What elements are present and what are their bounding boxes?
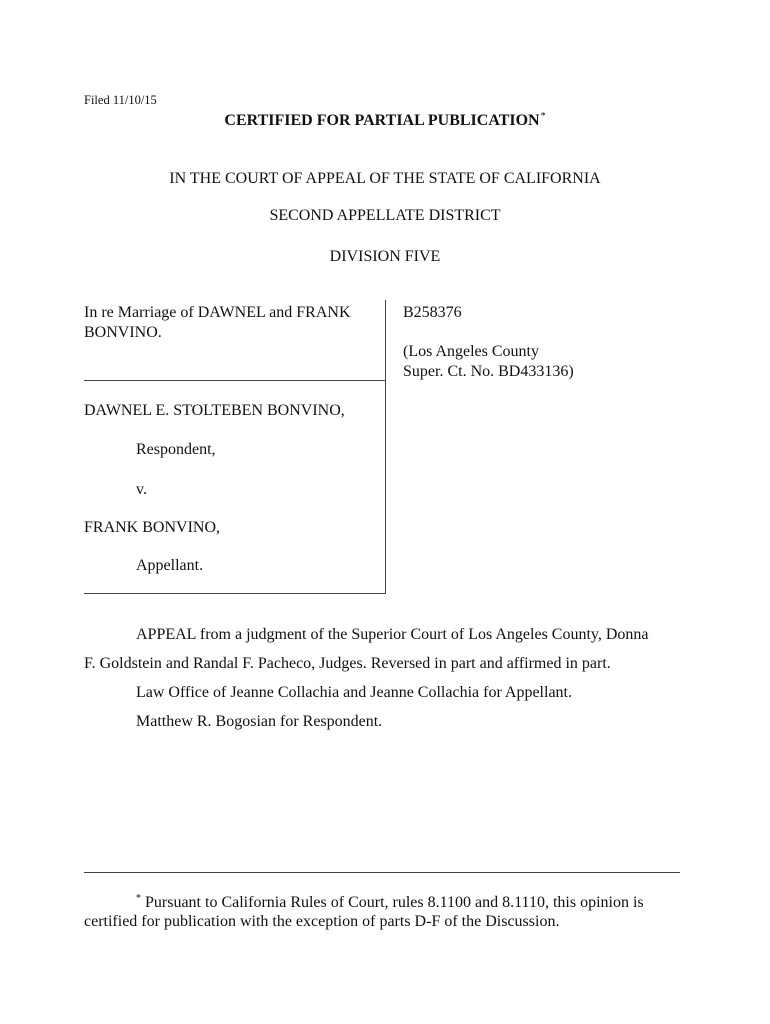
appellate-district: SECOND APPELLATE DISTRICT xyxy=(269,207,501,224)
county-line-1: (Los Angeles County xyxy=(403,343,539,360)
appeal-paragraph-line-1: APPEAL from a judgment of the Superior Court of Los Angeles County, Donna xyxy=(136,626,649,643)
case-number: B258376 xyxy=(403,304,462,321)
caption-marriage-line-2: BONVINO. xyxy=(84,324,162,341)
footnote-line-2: certified for publication with the exception of parts D-F of the Discussion. xyxy=(84,913,560,930)
respondent-role: Respondent, xyxy=(136,441,216,458)
certification-title-text: CERTIFIED FOR PARTIAL PUBLICATION xyxy=(224,112,540,129)
versus-label: v. xyxy=(136,481,147,498)
appeal-paragraph-line-2: F. Goldstein and Randal F. Pacheco, Judges. Reversed in part and affirmed in part. xyxy=(84,655,611,672)
caption-horizontal-divider-bottom xyxy=(84,593,386,594)
certification-title xyxy=(0,111,770,130)
filed-date: Filed 11/10/15 xyxy=(84,93,157,107)
counsel-for-appellant: Law Office of Jeanne Collachia and Jeanne Collachia for Appellant. xyxy=(136,684,572,701)
footnote-separator xyxy=(84,872,680,873)
caption-marriage-line-1: In re Marriage of DAWNEL and FRANK xyxy=(84,304,351,321)
caption-vertical-divider xyxy=(385,300,386,593)
respondent-name: DAWNEL E. STOLTEBEN BONVINO, xyxy=(84,402,345,419)
footnote-line-1 xyxy=(136,893,644,912)
counsel-for-respondent: Matthew R. Bogosian for Respondent. xyxy=(136,713,383,730)
court-name: IN THE COURT OF APPEAL OF THE STATE OF CALIFORNIA xyxy=(169,170,601,187)
caption-horizontal-divider-top xyxy=(84,380,386,381)
court-division: DIVISION FIVE xyxy=(329,248,441,265)
superior-court-number: Super. Ct. No. BD433136) xyxy=(403,363,574,380)
certification-footnote-mark: * xyxy=(540,111,546,122)
footnote-mark: * xyxy=(136,893,141,904)
footnote-text-line-1: Pursuant to California Rules of Court, rules 8.1100 and 8.1110, this opinion is xyxy=(141,894,644,911)
appellant-role: Appellant. xyxy=(136,557,204,574)
appellant-name: FRANK BONVINO, xyxy=(84,519,221,536)
